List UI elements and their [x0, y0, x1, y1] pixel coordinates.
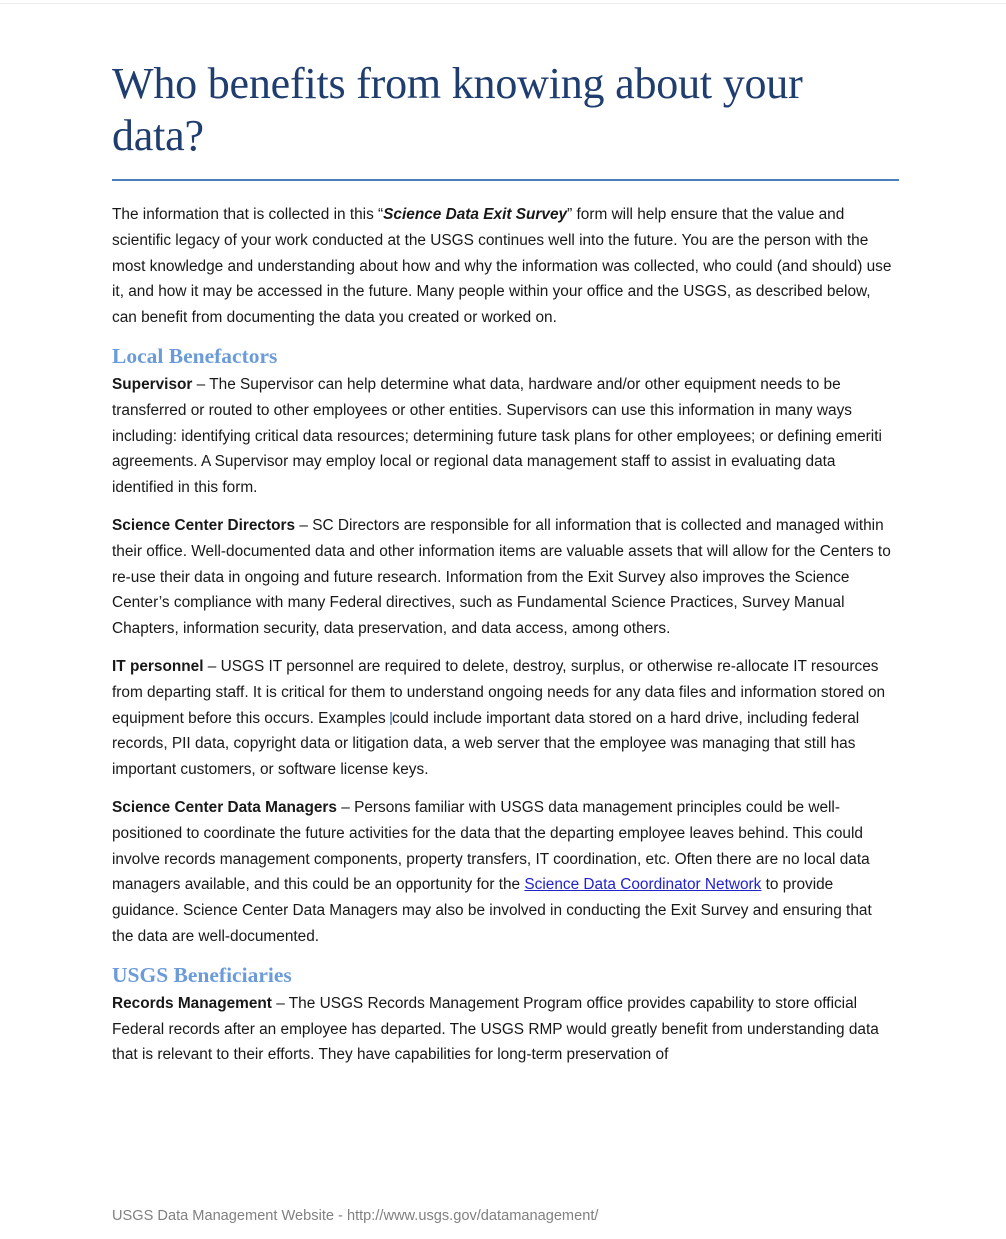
- page-footer: USGS Data Management Website - http://www.usgs.gov/datamanagement/: [112, 1208, 599, 1224]
- entry-science-center-data-managers: [112, 795, 896, 950]
- entry-it-personnel: [112, 654, 896, 783]
- document-content: [112, 0, 896, 1068]
- survey-form-name: Science Data Exit Survey: [383, 206, 568, 223]
- entry-lead-science-center-directors: Science Center Directors: [112, 516, 296, 534]
- section-heading-usgs-beneficiaries: USGS Beneficiaries: [112, 962, 292, 987]
- entry-body-data-managers-part1: Persons familiar with USGS data management principles could be well-positioned to coordinate the future activities for the data that the departing employee leaves behind. This could involve records management components, property transfers, IT coordination, etc. Often there are no local data managers available, and this could be an opportunity for the: [112, 798, 870, 894]
- link-science-data-coordinator-network[interactable]: Science Data Coordinator Network: [524, 876, 762, 894]
- entry-body-it-personnel-part1: USGS IT personnel are required to delete, destroy, surplus, or otherwise re-allocate IT resources from departing staff. It is critical for them to understand ongoing needs for any data files and information stored on equipment before this occurs. Examples: [112, 657, 886, 727]
- entry-body-supervisor: The Supervisor can help determine what data, hardware and/or other equipment needs to be transferred or routed to other employees or other entities. Supervisors can use this information in many ways including: identifying critical data resources; determining future task plans for other employees; or defining emeriti agreements. A Supervisor may employ local or regional data management staff to assist in evaluating data identified in this form.: [112, 375, 882, 497]
- entry-lead-science-center-data-managers: Science Center Data Managers: [112, 798, 337, 816]
- entry-body-science-center-directors: SC Directors are responsible for all information that is collected and managed within their office. Well-documented data and other information items are valuable assets that will allow for the Centers to re-use their data in ongoing and future research. Information from the Exit Survey also improves the Science Center’s compliance with many Federal directives, such as Fundamental Science Practices, Survey Manual Chapters, information security, data preservation, and data access, among others.: [112, 516, 891, 638]
- intro-text-before-quote: The information that is collected in this “: [112, 206, 384, 223]
- entry-supervisor: [112, 372, 896, 501]
- page-title: Who benefits from knowing about your data?: [112, 59, 803, 160]
- intro-text-after-quote: ” form will help ensure that the value and scientific legacy of your work conducted at the USGS continues well into the future. You are the person with the most knowledge and understanding about how and why the information was collected, who could (and should) use it, and how it may be accessed in the future. Many people within your office and the USGS, as described below, can benefit from documenting the data you created or worked on.: [112, 206, 892, 327]
- entry-dash: –: [295, 516, 313, 534]
- entry-dash: –: [203, 657, 221, 675]
- section-heading-local-benefactors: Local Benefactors: [112, 343, 278, 368]
- intro-paragraph: [112, 202, 896, 331]
- entry-records-management: [112, 991, 896, 1068]
- document-body: [112, 202, 896, 1068]
- entry-science-center-directors: [112, 513, 896, 642]
- entry-body-records-management: The USGS Records Management Program office provides capability to store official Federal records after an employee has departed. The USGS RMP would greatly benefit from understanding data that is relevant to their efforts. They have capabilities for long-term preservation of: [112, 994, 879, 1064]
- entry-body-it-personnel-part2: could include important data stored on a hard drive, including federal records, PII data, copyright data or litigation data, a web server that the employee was managing that still has important customers, or software license keys.: [112, 709, 860, 779]
- entry-body-data-managers-part2: to provide guidance. Science Center Data Managers may also be involved in conducting the Exit Survey and ensuring that the data are well-documented.: [112, 876, 872, 945]
- entry-dash: –: [336, 798, 355, 816]
- entry-dash: –: [192, 375, 210, 393]
- entry-lead-supervisor: Supervisor: [112, 375, 193, 393]
- text-caret-icon: [390, 712, 392, 725]
- entry-lead-records-management: Records Management: [112, 994, 272, 1012]
- entry-lead-it-personnel: IT personnel: [112, 657, 204, 675]
- title-divider: [112, 179, 899, 181]
- entry-dash: –: [271, 994, 289, 1012]
